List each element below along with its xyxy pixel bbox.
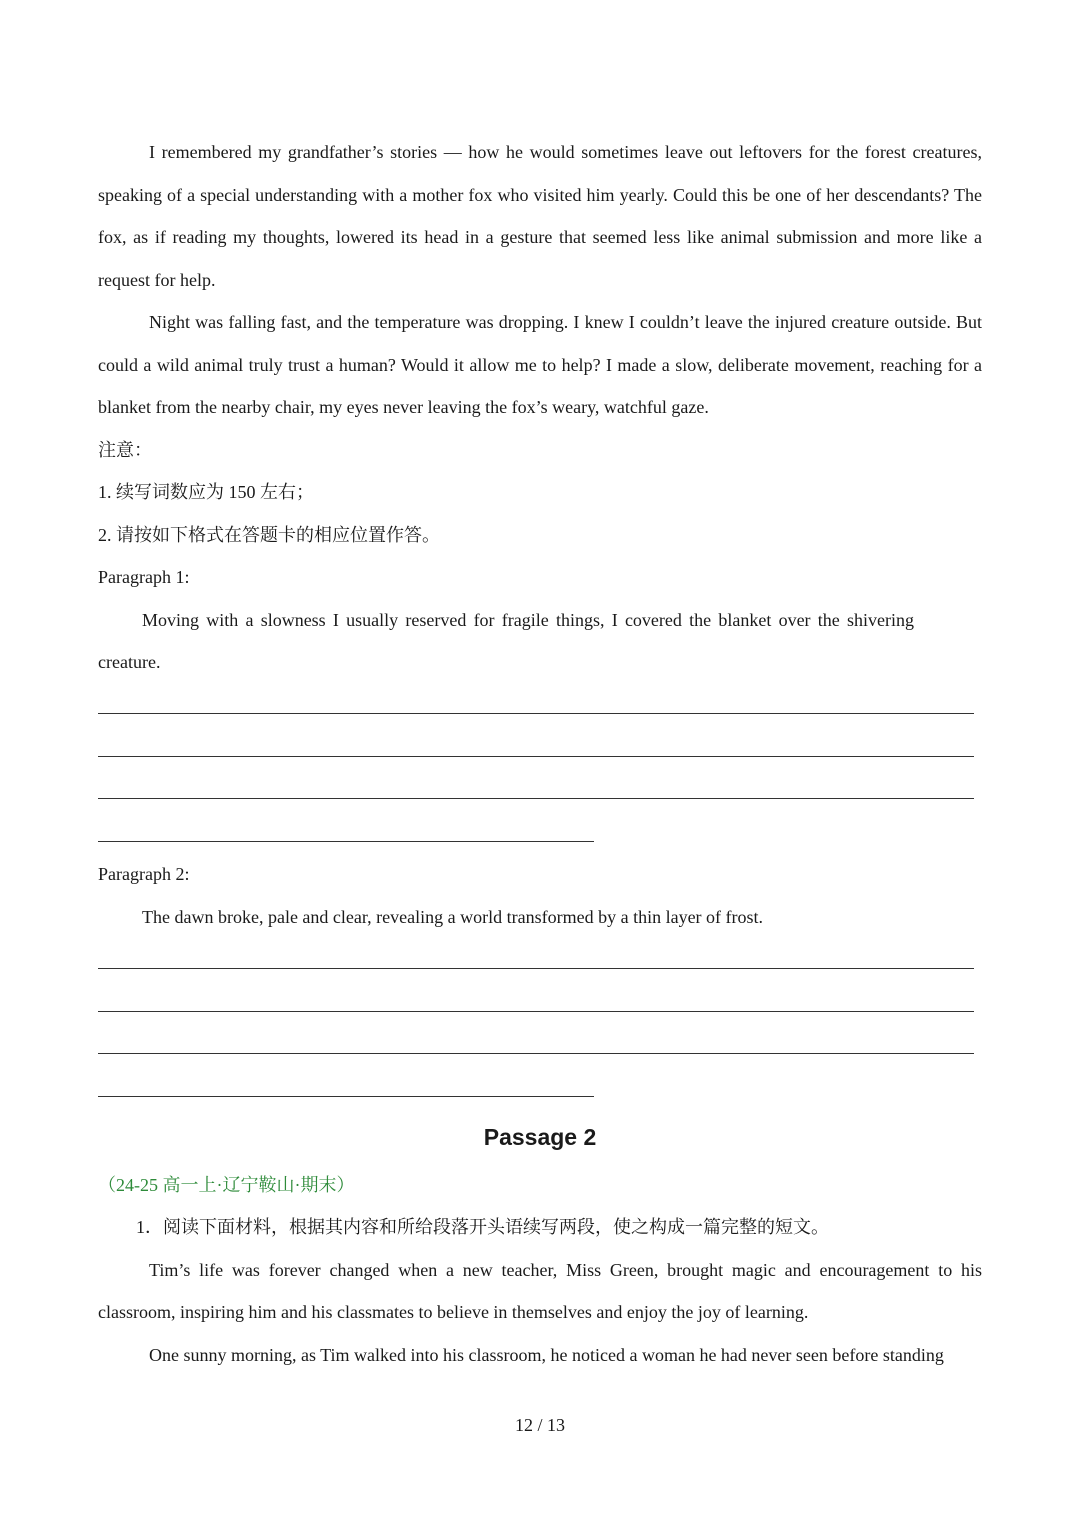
note-item-1: 1. 续写词数应为 150 左右；	[98, 482, 314, 502]
notes-heading: 注意：	[98, 439, 152, 460]
answer-line[interactable]	[98, 968, 974, 969]
passage-2-source: （24-25 高一上·辽宁鞍山·期末）	[98, 1175, 355, 1195]
note-item-2: 2. 请按如下格式在答题卡的相应位置作答。	[98, 524, 440, 545]
answer-line[interactable]	[98, 713, 974, 714]
story-text-block	[98, 131, 982, 684]
passage-2-text-block	[98, 1206, 982, 1376]
passage-2-paragraph-2: One sunny morning, as Tim walked into his classroom, he noticed a woman he had never seen before standing	[149, 1344, 944, 1365]
paragraph-1-opening: Moving with a slowness I usually reserved for fragile things, I covered the blanket over the shivering creature.	[98, 609, 914, 672]
story-paragraph-1: I remembered my grandfather’s stories — how he would sometimes leave out leftovers for the forest creatures, speaking of a special understanding with a mother fox who visited him yearly. Could this be one of her descendants? The fox, as if reading my thoughts, lowered its head in a gesture that seemed less like animal submission and more like a request for help.	[98, 142, 982, 290]
answer-line[interactable]	[98, 798, 974, 799]
story-paragraph-2: Night was falling fast, and the temperature was dropping. I knew I couldn’t leave the injured creature outside. But could a wild animal truly trust a human? Would it allow me to help? I made a slow, deliberate movement, reaching for a blanket from the nearby chair, my eyes never leaving the fox’s weary, watchful gaze.	[98, 312, 982, 417]
paragraph-1-label: Paragraph 1:	[98, 567, 190, 587]
answer-line[interactable]	[98, 841, 594, 842]
answer-line[interactable]	[98, 1011, 974, 1012]
passage-2-paragraph-1: Tim’s life was forever changed when a new teacher, Miss Green, brought magic and encouragement to his classroom, inspiring him and his classmates to believe in themselves and enjoy the joy of learning.	[98, 1259, 982, 1322]
paragraph-2-label: Paragraph 2:	[98, 864, 190, 884]
answer-line[interactable]	[98, 1053, 974, 1054]
passage-2-title: Passage 2	[483, 1124, 597, 1150]
page-number: 12 / 13	[514, 1415, 565, 1435]
paragraph-2-opening: The dawn broke, pale and clear, revealing a world transformed by a thin layer of frost.	[142, 906, 764, 927]
paragraph-2-block	[98, 853, 982, 938]
answer-line[interactable]	[98, 756, 974, 757]
answer-line[interactable]	[98, 1096, 594, 1097]
passage-2-question: 1．阅读下面材料，根据其内容和所给段落开头语续写两段，使之构成一篇完整的短文。	[136, 1217, 829, 1237]
